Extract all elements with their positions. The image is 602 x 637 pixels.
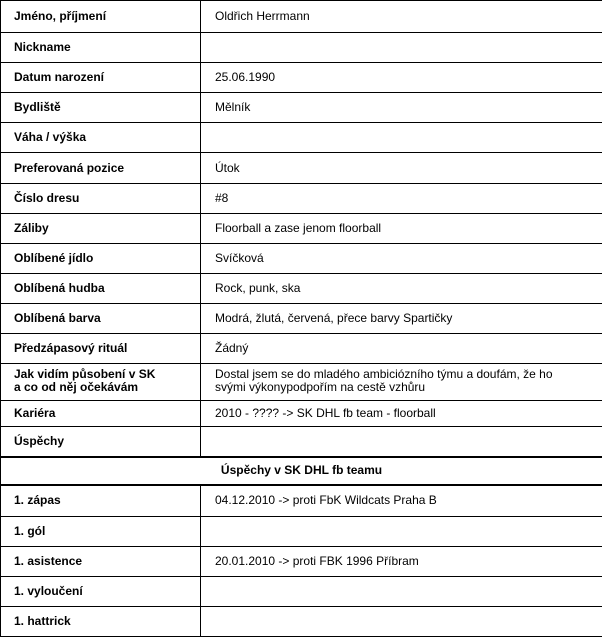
label-achievements: Úspěchy [1, 427, 201, 457]
profile-row-expectations [1, 364, 602, 401]
label-expectations-line1: Jak vidím působení v SK [14, 367, 156, 382]
label-expectations-line2: a co od něj očekávám [14, 380, 139, 395]
label-career: Kariéra [1, 401, 201, 427]
label-expectations [1, 364, 201, 401]
profile-row-position [1, 153, 602, 183]
label-first-goal: 1. gól [1, 516, 201, 546]
value-first-hattrick [201, 606, 602, 636]
label-nickname: Nickname [1, 33, 201, 63]
label-first-assist: 1. asistence [1, 546, 201, 576]
value-achievements [201, 427, 602, 457]
profile-row-career [1, 401, 602, 427]
section-header-row [1, 457, 602, 485]
label-first-penalty: 1. vyloučení [1, 576, 201, 606]
label-residence: Bydliště [1, 93, 201, 123]
profile-row-birthdate [1, 63, 602, 93]
value-music: Rock, punk, ska [201, 273, 602, 303]
value-first-penalty [201, 576, 602, 606]
profile-row-food [1, 243, 602, 273]
profile-row-hobbies [1, 213, 602, 243]
profile-row-residence [1, 93, 602, 123]
section-title: Úspěchy v SK DHL fb teamu [1, 457, 602, 485]
value-expectations-line1: Dostal jsem se do mladého ambiciózního týmu a doufám, že ho [215, 367, 553, 382]
value-expectations-line2: svými výkonypodpořím na cestě vzhůru [215, 380, 426, 395]
label-jersey: Číslo dresu [1, 183, 201, 213]
achievement-row-first-penalty [1, 576, 602, 606]
profile-row-color [1, 303, 602, 333]
label-birthdate: Datum narození [1, 63, 201, 93]
value-jersey: #8 [201, 183, 602, 213]
label-hobbies: Záliby [1, 213, 201, 243]
label-position: Preferovaná pozice [1, 153, 201, 183]
value-expectations [201, 364, 602, 401]
label-name: Jméno, příjmení [1, 1, 201, 33]
value-career: 2010 - ???? -> SK DHL fb team - floorball [201, 401, 602, 427]
profile-row-ritual [1, 334, 602, 364]
value-birthdate: 25.06.1990 [201, 63, 602, 93]
value-nickname [201, 33, 602, 63]
value-weight-height [201, 123, 602, 153]
label-music: Oblíbená hudba [1, 273, 201, 303]
value-color: Modrá, žlutá, červená, přece barvy Spartičky [201, 303, 602, 333]
value-first-goal [201, 516, 602, 546]
value-first-assist: 20.01.2010 -> proti FBK 1996 Příbram [201, 546, 602, 576]
profile-row-jersey [1, 183, 602, 213]
label-color: Oblíbená barva [1, 303, 201, 333]
achievement-row-first-goal [1, 516, 602, 546]
value-residence: Mělník [201, 93, 602, 123]
label-food: Oblíbené jídlo [1, 243, 201, 273]
value-ritual: Žádný [201, 334, 602, 364]
value-food: Svíčková [201, 243, 602, 273]
profile-row-name [1, 1, 602, 33]
profile-row-music [1, 273, 602, 303]
achievement-row-first-hattrick [1, 606, 602, 636]
value-hobbies: Floorball a zase jenom floorball [201, 213, 602, 243]
achievement-row-first-match [1, 485, 602, 516]
profile-row-weight-height [1, 123, 602, 153]
profile-row-achievements [1, 427, 602, 457]
value-name: Oldřich Herrmann [201, 1, 602, 33]
label-weight-height: Váha / výška [1, 123, 201, 153]
profile-row-nickname [1, 33, 602, 63]
value-first-match: 04.12.2010 -> proti FbK Wildcats Praha B [201, 485, 602, 516]
label-first-match: 1. zápas [1, 485, 201, 516]
label-first-hattrick: 1. hattrick [1, 606, 201, 636]
value-position: Útok [201, 153, 602, 183]
label-ritual: Předzápasový rituál [1, 334, 201, 364]
achievement-row-first-assist [1, 546, 602, 576]
